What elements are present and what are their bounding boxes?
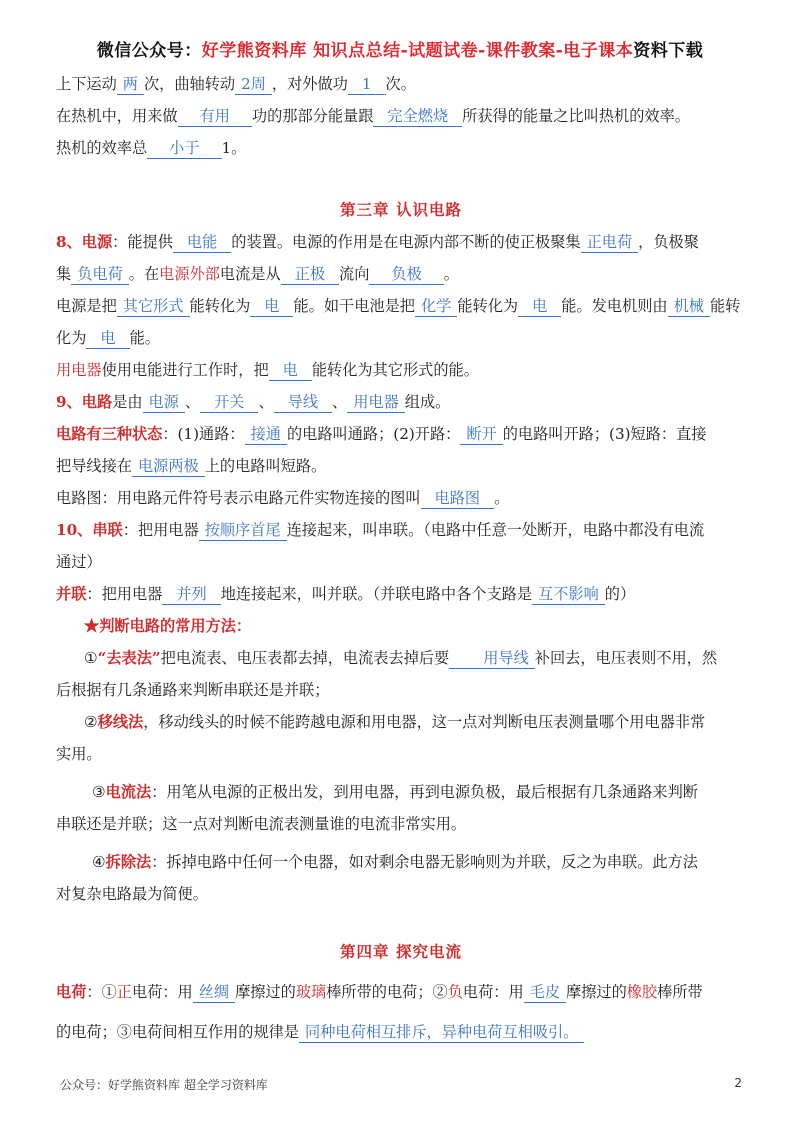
blank-answer: 并列 — [162, 584, 220, 605]
header-highlight: 好学熊资料库 知识点总结-试题试卷-课件教案-电子课本 — [201, 41, 634, 61]
blank-answer: 机械 — [668, 296, 710, 317]
power-source-line-1: 8、电源：能提供 电能 的装置。电源的作用是在电源内部不断的使正极聚集 正电荷 ，负极聚 — [56, 233, 699, 251]
energy-conversion-line-1: 电源是把 其它形式 能转化为 电 能。如干电池是把 化学 能转化为 电 能。发电机则由 机械 能转 — [56, 297, 741, 315]
series-line-1: 10、串联：把用电器 按顺序首尾 连接起来，叫串联。（电路中任意一处断开，电路中都没有电流 — [56, 521, 705, 539]
method-2-line-2: 实用。 — [56, 745, 102, 763]
blank-answer: 断开 — [460, 424, 502, 445]
parallel-line: 并联：把用电器 并列 地连接起来，叫并联。（并联电路中各个支路是 互不影响 的） — [56, 585, 636, 603]
blank-answer: 用电器 — [347, 392, 405, 413]
method-3-line-2: 串联还是并联；这一点对判断电流表测量谁的电流非常实用。 — [56, 815, 467, 833]
circuit-diagram-line: 电路图：用电路元件符号表示电路元件实物连接的图叫 电路图 。 — [56, 489, 510, 507]
blank-answer: 开关 — [200, 392, 258, 413]
circuit-components-line: 9、电路是由 电源 、 开关 、 导线 、 用电器 组成。 — [56, 393, 451, 411]
blank-answer: 用导线 — [449, 648, 535, 669]
circuit-states-line-2: 把导线接在 电源两极 上的电路叫短路。 — [56, 457, 327, 475]
efficiency-less-than-line: 热机的效率总 小于 1。 — [56, 139, 247, 157]
circuit-states-line-1: 电路有三种状态：(1)通路： 接通 的电路叫通路；(2)开路： 断开 的电路叫开路；(3)短路：直接 — [56, 425, 707, 443]
chapter-4-title: 第四章 探究电流 — [340, 942, 462, 961]
method-title: ★判断电路的常用方法： — [84, 617, 252, 635]
header-suffix: 资料下载 — [633, 41, 704, 61]
chapter-3-title: 第三章 认识电路 — [340, 200, 462, 219]
method-3-line-1: ③电流法：用笔从电源的正极出发，到用电器，再到电源负极，最后根据有几条通路来判断 — [92, 783, 698, 801]
blank-answer: 电能 — [173, 232, 231, 253]
charge-line-2: 的电荷；③电荷间相互作用的规律是 同种电荷相互排斥，异种电荷互相吸引。 — [56, 1012, 746, 1052]
blank-answer: 正电荷 — [581, 232, 639, 253]
blank-answer: 电 — [250, 296, 293, 317]
page-header — [0, 36, 800, 61]
blank-answer: 两 — [117, 74, 144, 95]
blank-answer: 丝绸 — [193, 982, 235, 1003]
method-4-line-2: 对复杂电路最为简便。 — [56, 885, 208, 903]
blank-answer: 电路图 — [421, 488, 495, 509]
method-1-line-2: 后根据有几条通路来判断串联还是并联； — [56, 681, 330, 699]
blank-answer: 导线 — [274, 392, 332, 413]
method-2-line-1: ②移线法，移动线头的时候不能跨越电源和用电器，这一点对判断电压表测量哪个用电器非常 — [84, 713, 706, 731]
blank-answer: 电 — [518, 296, 561, 317]
engine-efficiency-line: 在热机中，用来做 有用 功的那部分能量跟 完全燃烧 所获得的能量之比叫热机的效率。 — [56, 107, 690, 125]
blank-answer: 1 — [348, 74, 386, 95]
blank-answer: 电 — [86, 328, 129, 349]
series-line-2: 通过） — [56, 553, 102, 571]
method-4-line-1: ④拆除法：拆掉电路中任何一个电器，如对剩余电器无影响则为并联，反之为串联。此方法 — [92, 853, 698, 871]
power-source-line-2: 集 负电荷 。在电源外部电流是从 正极 流向 负极 。 — [56, 265, 459, 283]
blank-answer: 互不影响 — [532, 584, 605, 605]
blank-answer: 2周 — [235, 74, 272, 95]
header-prefix: 微信公众号： — [96, 41, 202, 61]
page-number: 2 — [734, 1076, 742, 1090]
blank-answer: 负极 — [369, 264, 443, 285]
blank-answer: 正极 — [281, 264, 339, 285]
blank-answer: 同种电荷相互排斥，异种电荷互相吸引。 — [299, 1022, 584, 1043]
energy-conversion-line-2: 化为 电 能。 — [56, 329, 160, 347]
blank-answer: 完全燃烧 — [373, 106, 462, 127]
method-1-line-1: ①“去表法”把电流表、电压表都去掉，电流表去掉后要 用导线 补回去，电压表则不用，然 — [84, 649, 718, 667]
footer-source: 公众号：好学熊资料库 超全学习资料库 — [60, 1078, 268, 1092]
blank-answer: 其它形式 — [117, 296, 190, 317]
blank-answer: 有用 — [178, 106, 252, 127]
blank-answer: 小于 — [147, 138, 221, 159]
blank-answer: 电源两极 — [132, 456, 205, 477]
blank-answer: 负电荷 — [71, 264, 129, 285]
blank-answer: 毛皮 — [524, 982, 566, 1003]
blank-answer: 电源 — [143, 392, 185, 413]
appliance-line: 用电器使用电能进行工作时，把 电 能转化为其它形式的能。 — [56, 361, 479, 379]
charge-line-1: 电荷：①正电荷：用 丝绸 摩擦过的玻璃棒所带的电荷；②负电荷：用 毛皮 摩擦过的橡胶棒所带 — [56, 983, 703, 1001]
engine-stroke-line: 上下运动 两 次，曲轴转动 2周 ，对外做功 1 次。 — [56, 75, 416, 93]
blank-answer: 化学 — [415, 296, 457, 317]
blank-answer: 电 — [269, 360, 312, 381]
blank-answer: 按顺序首尾 — [199, 520, 287, 541]
blank-answer: 接通 — [245, 424, 287, 445]
document-body — [56, 68, 746, 1052]
